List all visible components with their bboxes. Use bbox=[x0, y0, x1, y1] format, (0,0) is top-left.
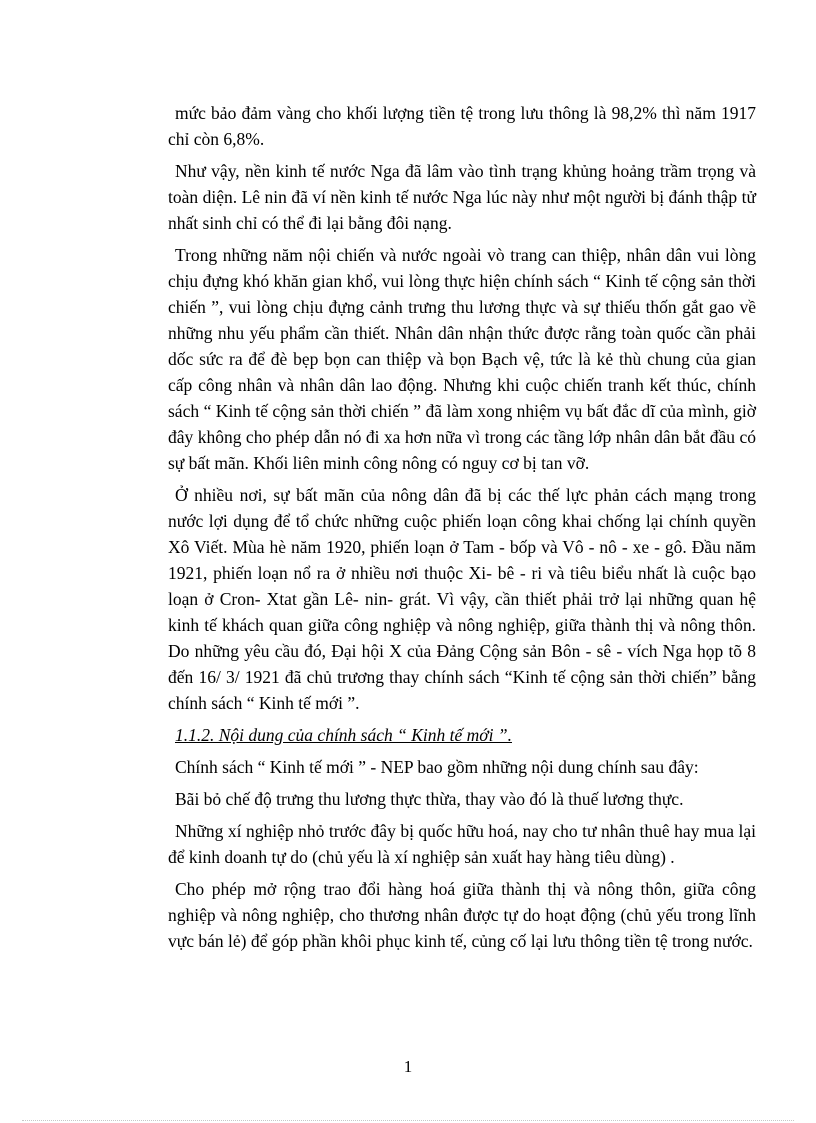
paragraph-2: Như vậy, nền kinh tế nước Nga đã lâm vào tình trạng khủng hoảng trầm trọng và toàn diện. Lê nin đã ví nền kinh tế nước Nga lúc này như một người bị đánh thập tử nhất sinh chỉ có thể đi lại bằng đôi nạng. bbox=[168, 161, 756, 233]
section-heading: 1.1.2. Nội dung của chính sách “ Kinh tế mới ”. bbox=[175, 725, 512, 745]
paragraph-1: mức bảo đảm vàng cho khối lượng tiền tệ trong lưu thông là 98,2% thì năm 1917 chỉ còn 6,8%. bbox=[168, 103, 756, 149]
paragraph-4: Ở nhiều nơi, sự bất mãn của nông dân đã bị các thế lực phản cách mạng trong nước lợi dụng để tổ chức những cuộc phiến loạn công khai chống lại chính quyền Xô Viết. Mùa hè năm 1920, phiến loạn ở Tam - bốp và Vô - nô - xe - gô. Đầu năm 1921, phiến loạn nổ ra ở nhiều nơi thuộc Xi- bê - ri và tiêu biểu nhất là cuộc bạo loạn ở Cron- Xtat gần Lê- nin- grát. Vì vậy, cần thiết phải trở lại những quan hệ kinh tế khách quan giữa công nghiệp và nông nghiệp, giữa thành thị và nông thôn. Do những yêu cầu đó, Đại hội X của Đảng Cộng sản Bôn - sê - vích Nga họp tõ 8 đến 16/ 3/ 1921 đã chủ trương thay chính sách “Kinh tế cộng sản thời chiến” bằng chính sách “ Kinh tế mới ”. bbox=[168, 485, 756, 713]
page-number: 1 bbox=[403, 1057, 413, 1076]
paragraph-8: Cho phép mở rộng trao đổi hàng hoá giữa thành thị và nông thôn, giữa công nghiệp và nông nghiệp, cho thương nhân được tự do hoạt động (chủ yếu trong lĩnh vực bán lẻ) để góp phần khôi phục kinh tế, củng cố lại lưu thông tiền tệ trong nước. bbox=[168, 879, 756, 951]
page-divider bbox=[22, 1120, 794, 1121]
paragraph-7: Những xí nghiệp nhỏ trước đây bị quốc hữu hoá, nay cho tư nhân thuê hay mua lại để kinh doanh tự do (chủ yếu là xí nghiệp sản xuất hay hàng tiêu dùng) . bbox=[168, 821, 756, 867]
paragraph-5: Chính sách “ Kinh tế mới ” - NEP bao gồm những nội dung chính sau đây: bbox=[175, 757, 699, 777]
paragraph-6: Bãi bỏ chế độ trưng thu lương thực thừa, thay vào đó là thuế lương thực. bbox=[175, 789, 684, 809]
paragraph-3: Trong những năm nội chiến và nước ngoài vò trang can thiệp, nhân dân vui lòng chịu đựng khó khăn gian khổ, vui lòng thực hiện chính sách “ Kinh tế cộng sản thời chiến ”, vui lòng chịu đựng cảnh trưng thu lương thực và sự thiếu thốn gắt gao về những nhu yếu phẩm cần thiết. Nhân dân nhận thức được rằng toàn quốc cần phải dốc sức ra để đè bẹp bọn can thiệp và bọn Bạch vệ, tức là kẻ thù chung của gian cấp công nhân và nhân dân lao động. Nhưng khi cuộc chiến tranh kết thúc, chính sách “ Kinh tế cộng sản thời chiến ” đã làm xong nhiệm vụ bất đắc dĩ của mình, giờ đây không cho phép dẫn nó đi xa hơn nữa vì trong các tầng lớp nhân dân bắt đầu có sự bất mãn. Khối liên minh công nông có nguy cơ bị tan vỡ. bbox=[168, 245, 756, 473]
body-text bbox=[168, 100, 756, 960]
